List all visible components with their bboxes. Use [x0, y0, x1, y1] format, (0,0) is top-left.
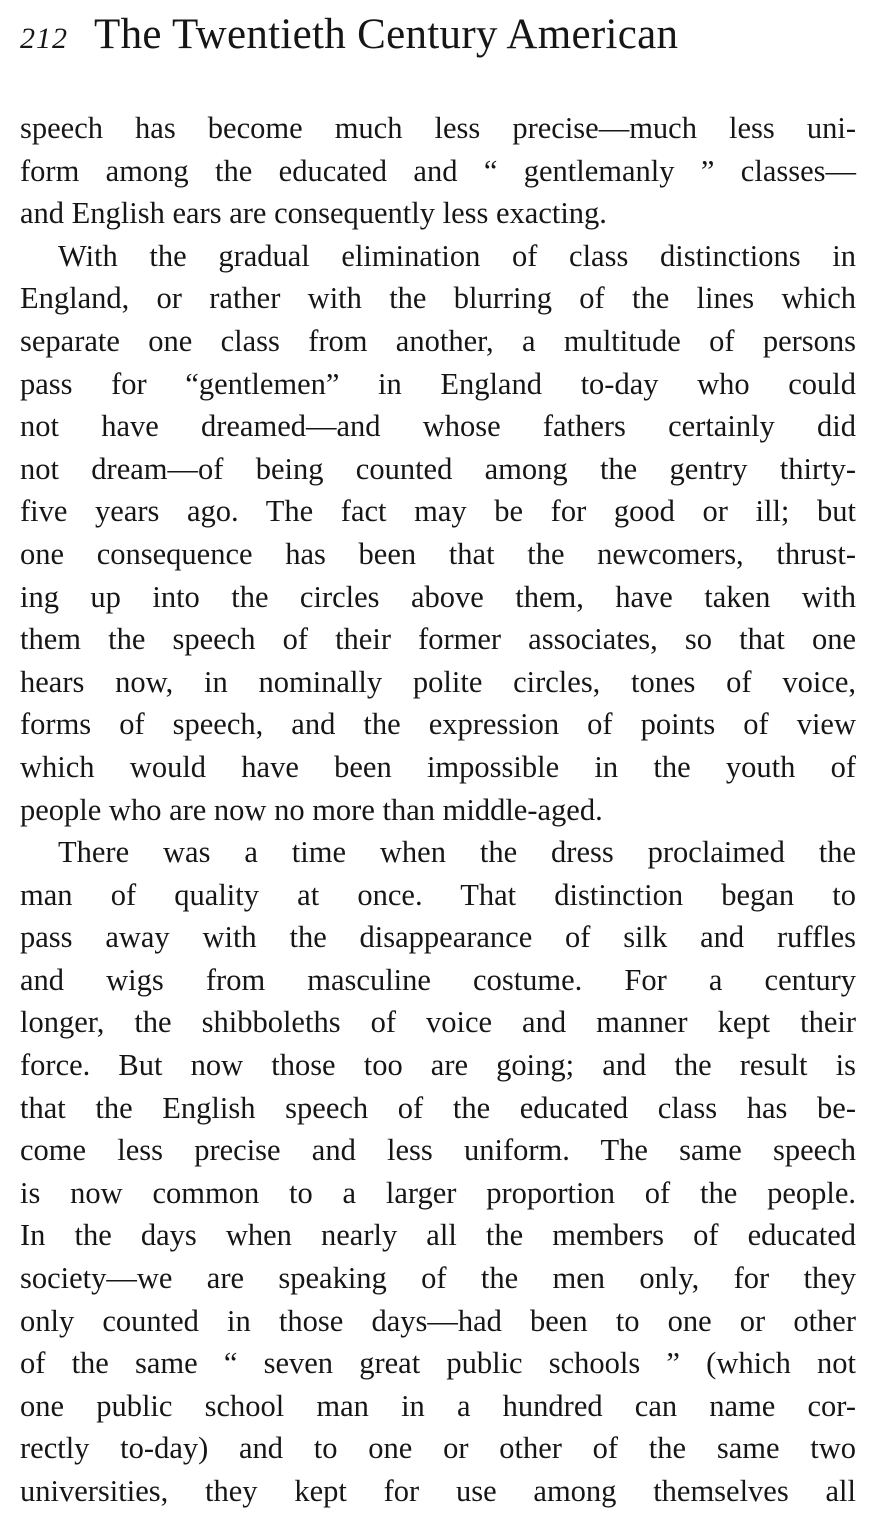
- text-line: one consequence has been that the newcomers, thrust-: [20, 536, 856, 571]
- text-line: pass for “gentlemen” in England to-day who could: [20, 366, 856, 401]
- text-line: is now common to a larger proportion of the people.: [20, 1175, 856, 1210]
- text-line: only counted in those days—had been to one or other: [20, 1303, 856, 1338]
- text-line: of the same “ seven great public schools ” (which not: [20, 1346, 856, 1381]
- paragraph-first-line: With the gradual elimination of class distinctions in: [58, 238, 856, 273]
- text-line: people who are now no more than middle-aged.: [20, 792, 603, 827]
- text-line: come less precise and less uniform. The same speech: [20, 1133, 856, 1168]
- text-line: one public school man in a hundred can name cor-: [20, 1388, 856, 1423]
- text-line: and wigs from masculine costume. For a century: [20, 962, 856, 997]
- text-line: that the English speech of the educated class has be-: [20, 1090, 856, 1125]
- text-line: universities, they kept for use among themselves all: [20, 1474, 856, 1508]
- text-line: England, or rather with the blurring of the lines which: [20, 281, 856, 316]
- text-line: longer, the shibboleths of voice and manner kept their: [20, 1005, 856, 1040]
- page-number: 212: [20, 22, 68, 55]
- text-line: pass away with the disappearance of silk and ruffles: [20, 920, 856, 955]
- running-title: The Twentieth Century American: [94, 11, 679, 58]
- text-line: force. But now those too are going; and the result is: [20, 1048, 856, 1083]
- running-head: [20, 10, 860, 70]
- text-line: man of quality at once. That distinction began to: [20, 877, 856, 912]
- text-line: form among the educated and “ gentlemanly ” classes—: [20, 153, 856, 188]
- paragraph-first-line: There was a time when the dress proclaimed the: [58, 835, 856, 870]
- text-line: ing up into the circles above them, have taken with: [20, 579, 856, 614]
- text-line: not dream—of being counted among the gentry thirty-: [20, 451, 856, 486]
- text-line: hears now, in nominally polite circles, tones of voice,: [20, 664, 856, 699]
- text-line: In the days when nearly all the members of educated: [20, 1218, 856, 1253]
- text-line: and English ears are consequently less exacting.: [20, 196, 607, 231]
- text-line: them the speech of their former associates, so that one: [20, 622, 856, 657]
- text-line: forms of speech, and the expression of points of view: [20, 707, 856, 742]
- text-line: separate one class from another, a multitude of persons: [20, 323, 856, 358]
- text-line: speech has become much less precise—much less uni-: [20, 111, 856, 145]
- text-line: five years ago. The fact may be for good or ill; but: [20, 494, 856, 529]
- body-text: [20, 107, 856, 1513]
- text-line: rectly to-day) and to one or other of the same two: [20, 1431, 856, 1466]
- text-line: society—we are speaking of the men only, for they: [20, 1261, 856, 1296]
- text-line: which would have been impossible in the youth of: [20, 749, 856, 784]
- text-line: not have dreamed—and whose fathers certainly did: [20, 409, 856, 444]
